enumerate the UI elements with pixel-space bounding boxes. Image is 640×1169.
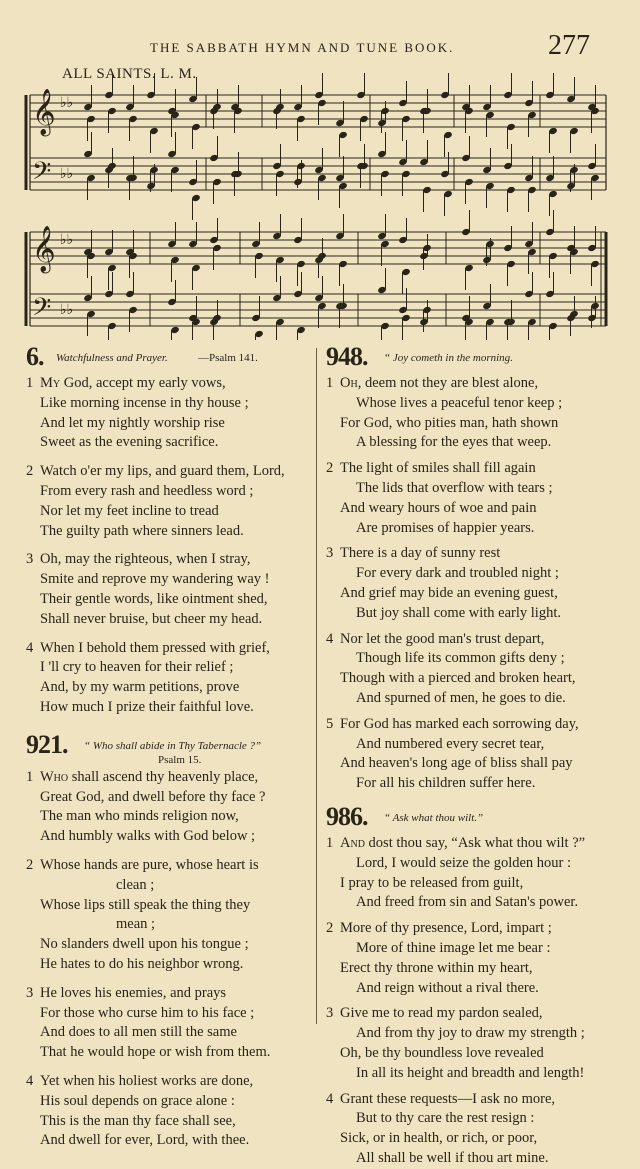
- treble-clef-icon: 𝄞: [32, 89, 56, 135]
- verse-text: More of thine image let me bear :: [356, 939, 551, 956]
- stanza: [326, 919, 616, 998]
- verse-line: [326, 979, 616, 999]
- hymn-block: [326, 344, 616, 794]
- verse-line: [26, 698, 310, 718]
- verse-line: [26, 807, 310, 827]
- verse-text: For God, who pities man, hath shown: [340, 414, 559, 431]
- stanza: [26, 550, 310, 629]
- verse-line: [26, 955, 310, 975]
- verse-first-word: Oh,: [340, 375, 362, 391]
- verse-text: In all its height and breadth and length!: [356, 1064, 585, 1081]
- verse-line: [26, 915, 310, 935]
- hymn-subtitle: “ Who shall abide in Thy Tabernacle ?”: [84, 739, 262, 752]
- verse-line: [26, 768, 310, 788]
- verse-text: clean ;: [116, 876, 155, 893]
- stanza: [26, 768, 310, 847]
- verse-line: [326, 1004, 616, 1024]
- score-notation: [26, 73, 606, 340]
- verse-line: [26, 482, 310, 502]
- stanza: [326, 544, 616, 623]
- verse-text: Sick, or in health, or rich, or poor,: [340, 1130, 538, 1147]
- verse-line: [26, 876, 310, 896]
- verse-text: How much I prize their faithful love.: [40, 698, 254, 715]
- verse-text: For those who curse him to his face ;: [40, 1004, 255, 1021]
- verse-text: Whose lips still speak the thing they: [40, 896, 251, 913]
- flat-sign-icon: ♭♭: [60, 302, 74, 318]
- verse-text: This is the man thy face shall see,: [40, 1112, 236, 1129]
- verse-text: The lids that overflow with tears ;: [356, 479, 553, 496]
- tune-meter: L. M.: [160, 66, 197, 82]
- verse-line: [26, 984, 310, 1004]
- verse-line: [326, 374, 616, 394]
- verse-line: [26, 522, 310, 542]
- verse-text: Erect thy throne within my heart,: [340, 959, 533, 976]
- verse-text: And weary hours of woe and pain: [340, 499, 537, 516]
- stanza-number: 1: [26, 768, 34, 785]
- verse-line: [26, 639, 310, 659]
- verse-line: [326, 519, 616, 539]
- stanza: [26, 1072, 310, 1151]
- verse-line: [326, 754, 616, 774]
- verse-line: [326, 604, 616, 624]
- verse-text: [340, 374, 538, 394]
- verse-line: [326, 479, 616, 499]
- verse-line: [26, 610, 310, 630]
- verse-text: I pray to be released from guilt,: [340, 874, 524, 891]
- verse-text: And let my nightly worship rise: [40, 414, 225, 431]
- hymn-number: 948.: [326, 342, 368, 371]
- verse-line: [326, 893, 616, 913]
- verse-line: [26, 394, 310, 414]
- verse-text: And numbered every secret tear,: [356, 735, 545, 752]
- stanza-number: 2: [326, 920, 334, 937]
- verse-rest: God, accept my early vows,: [60, 375, 226, 391]
- hymn-number: 6.: [26, 342, 44, 371]
- verse-text: A blessing for the eyes that weep.: [356, 434, 552, 451]
- verse-rest: shall ascend thy heavenly place,: [68, 768, 259, 785]
- column-divider: [316, 348, 317, 1024]
- verse-line: [26, 502, 310, 522]
- verse-line: [26, 570, 310, 590]
- verse-line: [26, 550, 310, 570]
- verse-line: [326, 499, 616, 519]
- stanza-number: 5: [326, 715, 334, 732]
- verse-line: [26, 1072, 310, 1092]
- verse-text: Oh, be thy boundless love revealed: [340, 1044, 544, 1061]
- verse-line: [26, 1043, 310, 1063]
- verse-text: Smite and reprove my wandering way !: [40, 571, 270, 588]
- verse-text: And humbly walks with God below ;: [40, 828, 256, 845]
- verse-line: [26, 1092, 310, 1112]
- verse-line: [26, 1131, 310, 1151]
- verse-text: And from thy joy to draw my strength ;: [356, 1025, 585, 1042]
- verse-line: [326, 715, 616, 735]
- stanza-number: 4: [326, 630, 334, 647]
- verse-text: Give me to read my pardon sealed,: [340, 1005, 543, 1022]
- verse-line: [326, 774, 616, 794]
- verse-text: And, by my warm petitions, prove: [40, 679, 240, 696]
- verse-line: [326, 544, 616, 564]
- verse-line: [326, 1024, 616, 1044]
- verse-text: The guilty path where sinners lead.: [40, 522, 244, 539]
- hymn-number: 921.: [26, 729, 68, 759]
- stanza: [326, 374, 616, 453]
- verse-line: [326, 584, 616, 604]
- verse-text: But to thy care the rest resign :: [356, 1110, 535, 1127]
- verse-text: All shall be well if thou art mine.: [356, 1149, 549, 1166]
- verse-text: I 'll cry to heaven for their relief ;: [40, 659, 234, 676]
- verse-line: [26, 462, 310, 482]
- verse-text: Grant these requests—I ask no more,: [340, 1090, 556, 1107]
- verse-text: There is a day of sunny rest: [340, 545, 501, 562]
- stanza: [26, 462, 310, 541]
- verse-line: [326, 834, 616, 854]
- stanza-number: 2: [26, 463, 34, 480]
- verse-text: Are promises of happier years.: [356, 519, 535, 536]
- stanza-number: 2: [26, 856, 34, 873]
- verse-line: [326, 630, 616, 650]
- verse-line: [326, 919, 616, 939]
- verse-line: [326, 1090, 616, 1110]
- verse-text: For God has marked each sorrowing day,: [340, 715, 579, 732]
- stanza-number: 1: [26, 375, 34, 391]
- verse-line: [26, 1023, 310, 1043]
- stanza-number: 3: [326, 1005, 334, 1022]
- verse-line: [26, 590, 310, 610]
- hymn-block: [326, 801, 616, 1169]
- bass-clef-icon: 𝄢: [32, 293, 52, 328]
- verse-text: And reign without a rival there.: [356, 979, 539, 996]
- verse-text: And does to all men still the same: [40, 1024, 237, 1041]
- verse-text: From every rash and heedless word ;: [40, 482, 254, 499]
- verse-text: [40, 374, 226, 394]
- verse-text: [340, 834, 585, 854]
- stanza-number: 4: [26, 1072, 34, 1089]
- verse-line: [26, 433, 310, 453]
- verse-line: [26, 935, 310, 955]
- stanza-number: 3: [26, 984, 34, 1001]
- verse-line: [26, 1112, 310, 1132]
- verse-line: [26, 414, 310, 434]
- verse-line: [326, 959, 616, 979]
- verse-rest: deem not they are blest alone,: [361, 375, 539, 391]
- verse-text: Their gentle words, like ointment shed,: [40, 590, 268, 607]
- stanza-number: 1: [326, 834, 334, 851]
- verse-text: He hates to do his neighbor wrong.: [40, 955, 244, 972]
- verse-line: [326, 1129, 616, 1149]
- verse-line: [326, 649, 616, 669]
- stanza-number: 4: [326, 1090, 334, 1107]
- verse-line: [326, 1109, 616, 1129]
- verse-text: When I behold them pressed with grief,: [40, 639, 270, 656]
- verse-line: [326, 854, 616, 874]
- verse-line: [26, 658, 310, 678]
- stanza: [26, 856, 310, 975]
- hymn-heading: [326, 344, 616, 372]
- stanza: [326, 630, 616, 709]
- verse-line: [26, 374, 310, 394]
- verse-text: mean ;: [116, 916, 156, 933]
- running-title: THE SABBATH HYMN AND TUNE BOOK.: [150, 40, 455, 55]
- verse-first-word: And: [340, 834, 365, 851]
- stanza-number: 1: [326, 375, 334, 391]
- verse-text: The man who minds religion now,: [40, 808, 239, 825]
- verse-line: [326, 939, 616, 959]
- verse-text: Sweet as the evening sacrifice.: [40, 434, 219, 451]
- flat-sign-icon: ♭♭: [60, 232, 74, 248]
- verse-text: Lord, I would seize the golden hour :: [356, 854, 572, 871]
- verse-line: [326, 1044, 616, 1064]
- left-column: [26, 344, 310, 1151]
- verse-text: For every dark and troubled night ;: [356, 565, 559, 582]
- verse-rest: dost thou say, “Ask what thou wilt ?”: [364, 834, 586, 851]
- verse-text: Watch o'er my lips, and guard them, Lord,: [40, 463, 285, 480]
- verse-text: Nor let the good man's trust depart,: [340, 630, 545, 647]
- hymn-block: [26, 344, 310, 718]
- verse-line: [326, 1064, 616, 1084]
- stanza: [26, 639, 310, 718]
- hymn-number: 986.: [326, 801, 368, 831]
- verse-text: Oh, may the righteous, when I stray,: [40, 551, 251, 568]
- verse-text: The light of smiles shall fill again: [340, 460, 536, 477]
- stanza-number: 4: [26, 639, 34, 656]
- verse-text: Whose hands are pure, whose heart is: [40, 856, 259, 873]
- flat-sign-icon: ♭♭: [60, 166, 74, 182]
- verse-text: Whose lives a peaceful tenor keep ;: [356, 394, 563, 411]
- flat-sign-icon: ♭♭: [60, 95, 74, 111]
- tune-name: ALL SAINTS.: [62, 66, 157, 82]
- verse-text: Yet when his holiest works are done,: [40, 1072, 254, 1089]
- stanza-number: 2: [326, 460, 334, 477]
- verse-line: [326, 689, 616, 709]
- verse-line: [326, 394, 616, 414]
- hymn-heading: [26, 344, 310, 372]
- verse-text: And dwell for ever, Lord, with thee.: [40, 1132, 250, 1149]
- verse-text: Great God, and dwell before thy face ?: [40, 788, 266, 805]
- verse-text: He loves his enemies, and prays: [40, 984, 227, 1001]
- stanza: [326, 459, 616, 538]
- verse-text: And heaven's long age of bliss shall pay: [340, 755, 573, 772]
- verse-text: And freed from sin and Satan's power.: [356, 894, 579, 911]
- hymn-block: [26, 729, 310, 1151]
- verse-text: Though life its common gifts deny ;: [356, 650, 565, 667]
- verse-text: Though with a pierced and broken heart,: [340, 670, 576, 687]
- verse-text: For all his children suffer here.: [356, 775, 536, 792]
- verse-first-word: My: [40, 375, 61, 391]
- verse-line: [26, 827, 310, 847]
- hymn-reference: —Psalm 141.: [198, 352, 258, 364]
- verse-text: More of thy presence, Lord, impart ;: [340, 920, 552, 937]
- verse-line: [26, 678, 310, 698]
- verse-text: And grief may bide an evening guest,: [340, 584, 558, 601]
- stanza: [26, 984, 310, 1063]
- hymn-subtitle: “ Ask what thou wilt.”: [384, 811, 484, 824]
- hymn-reference: Psalm 15.: [158, 753, 202, 766]
- verse-text: And spurned of men, he goes to die.: [356, 689, 566, 706]
- stanza-number: 3: [26, 551, 34, 568]
- stanza: [26, 374, 310, 453]
- verse-line: [26, 1004, 310, 1024]
- verse-text: [40, 768, 258, 788]
- stanza: [326, 1004, 616, 1083]
- verse-text: But joy shall come with early light.: [356, 604, 561, 621]
- verse-line: [326, 414, 616, 434]
- hymn-heading: [326, 801, 616, 832]
- verse-line: [26, 788, 310, 808]
- verse-text: No slanders dwell upon his tongue ;: [40, 936, 249, 953]
- music-score: [0, 0, 640, 340]
- verse-line: [326, 669, 616, 689]
- verse-line: [326, 874, 616, 894]
- verse-text: Like morning incense in thy house ;: [40, 394, 249, 411]
- verse-line: [326, 735, 616, 755]
- page-number: 277: [548, 30, 590, 61]
- hymn-subtitle: Watchfulness and Prayer.: [56, 352, 168, 364]
- stanza: [326, 1090, 616, 1169]
- verse-line: [26, 896, 310, 916]
- verse-line: [326, 564, 616, 584]
- verse-text: His soul depends on grace alone :: [40, 1092, 235, 1109]
- verse-first-word: Who: [40, 768, 69, 785]
- stanza-number: 3: [326, 545, 334, 562]
- hymn-heading: [26, 729, 310, 766]
- verse-line: [326, 459, 616, 479]
- hymn-subtitle: “ Joy cometh in the morning.: [384, 352, 513, 364]
- right-column: [326, 344, 616, 1169]
- stanza: [326, 715, 616, 794]
- verse-line: [26, 856, 310, 876]
- treble-clef-icon: 𝄞: [32, 226, 56, 272]
- verse-line: [326, 433, 616, 453]
- verse-text: Shall never bruise, but cheer my head.: [40, 610, 263, 627]
- verse-text: That he would hope or wish from them.: [40, 1044, 271, 1061]
- stanza: [326, 834, 616, 913]
- verse-line: [326, 1149, 616, 1169]
- bass-clef-icon: 𝄢: [32, 157, 52, 192]
- verse-text: Nor let my feet incline to tread: [40, 502, 219, 519]
